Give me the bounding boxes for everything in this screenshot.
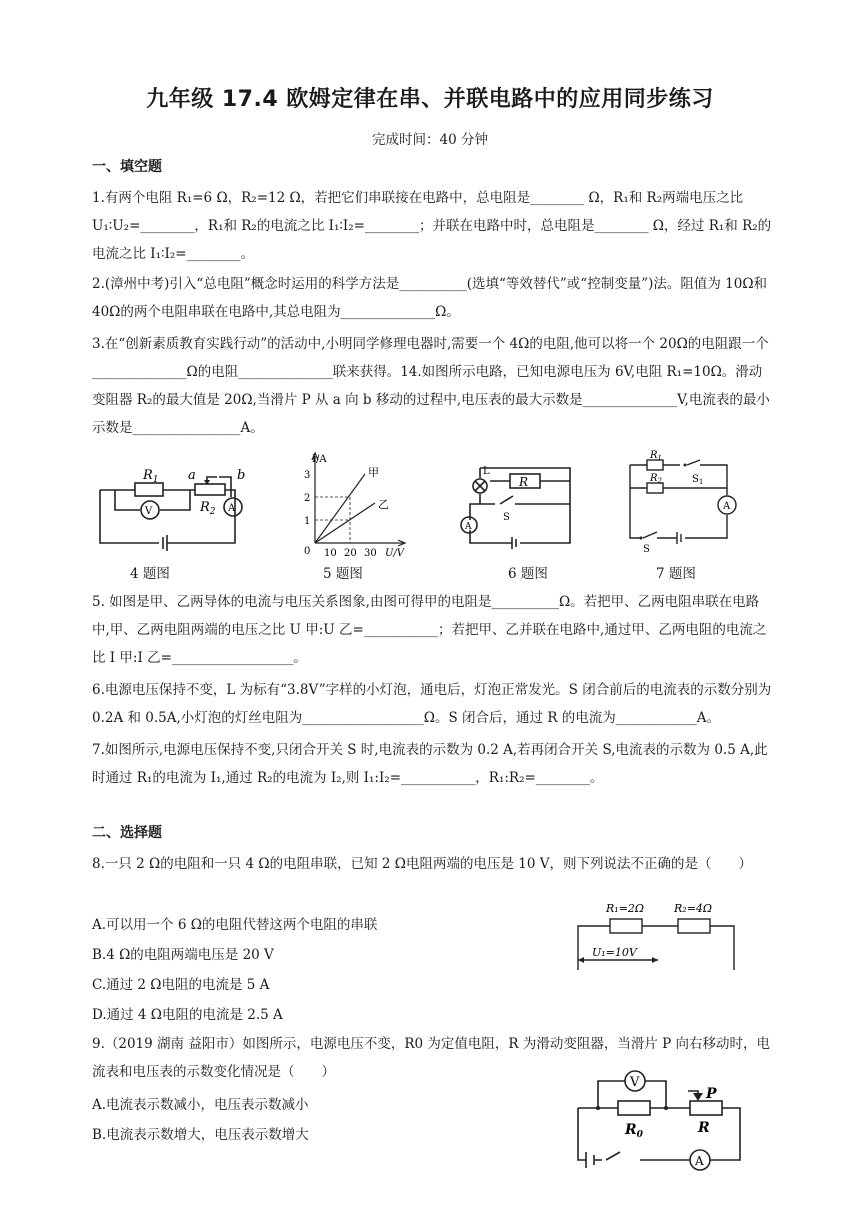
figure-6-caption: 6 题图: [508, 566, 548, 582]
question-2: 2.(漳州中考)引入“总电阻”概念时运用的科学方法是__________(选填“等效替代”或“控制变量”)法。阻值为 10Ω和 40Ω的两个电阻串联在电路中,其总电阻为______________Ω。: [92, 276, 768, 320]
figure-7-circuit: [615, 450, 745, 560]
question-8-option-c: C.通过 2 Ω电阻的电流是 5 A: [92, 977, 270, 993]
question-8-figure: [570, 898, 740, 974]
fig5-series-yi-label: 乙: [378, 498, 389, 511]
fig5-x-tick-30: 30: [364, 548, 377, 558]
fig4-b-label: b: [237, 468, 246, 483]
section-fill-blank-title: 一、填空题: [92, 159, 162, 175]
question-3: 3.在“创新素质教育实践行动”的活动中,小明同学修理电器时,需要一个 4Ω的电阻,他可以将一个 20Ω的电阻跟一个______________Ω的电阻______________联来获得。14.如图所示电路，已知电源电压为 6V,电阻 R₁=10Ω。滑动变阻器 R₂的最大值是 20Ω,当滑片 P 从 a 向 b 移动的过程中,电压表的最大示数是______________V,电流表的最小示数是________________A。: [92, 336, 770, 436]
fig6-lamp-label: L: [483, 466, 490, 477]
fig4-voltmeter-label: V: [145, 506, 153, 517]
fig4-a-label: a: [188, 468, 196, 483]
fig7-r1-label: $R_1$: [650, 450, 662, 462]
fig6-ammeter-label: A: [465, 522, 472, 532]
fig5-y-tick-2: 2: [304, 493, 311, 504]
fig9-ammeter-label: A: [695, 1154, 704, 1168]
question-5: 5. 如图是甲、乙两导体的电流与电压关系图象,由图可得甲的电阻是__________Ω。若把甲、乙两电阻串联在电路中,甲、乙两电阻两端的电压之比 U 甲:U 乙=___________；若把甲、乙并联在电路中,通过甲、乙两电阻的电流之比 I 甲:I 乙=__________________。: [92, 594, 767, 666]
fig5-y-tick-3: 3: [304, 470, 311, 481]
fig7-s1-label: $S_1$: [692, 474, 704, 486]
question-8-option-b: B.4 Ω的电阻两端电压是 20 V: [92, 947, 274, 963]
figure-4-caption: 4 题图: [130, 566, 170, 582]
fig6-r-label: R: [519, 475, 529, 489]
fig5-y-tick-1: 1: [304, 516, 311, 527]
question-8-option-a: A.可以用一个 6 Ω的电阻代替这两个电阻的串联: [92, 917, 378, 933]
question-9-stem: 9.（2019 湖南 益阳市）如图所示，电源电压不变，R0 为定值电阻，R 为滑动变阻器，当滑片 P 向右移动时，电流表和电压表的示数变化情况是（ ）: [92, 1036, 770, 1080]
completion-time: 完成时间：40 分钟: [372, 132, 488, 148]
fig4-r2-label: $R_2$: [200, 500, 216, 517]
section-choice-title: 二、选择题: [92, 825, 162, 841]
figure-7-caption: 7 题图: [656, 566, 696, 582]
question-8-option-d: D.通过 4 Ω电阻的电流是 2.5 A: [92, 1007, 283, 1023]
fig7-s-label: S: [643, 544, 650, 555]
figure-5-graph: [290, 448, 410, 558]
fig9-r-label: R: [698, 1120, 710, 1136]
question-1: 1.有两个电阻 R₁=6 Ω，R₂=12 Ω，若把它们串联接在电路中，总电阻是________ Ω，R₁和 R₂两端电压之比 U₁∶U₂=________，R₁和 R₂的电流之比 I₁∶I₂=________；并联在电路中时，总电阻是________ Ω，经过 R₁和 R₂的电流之比 I₁∶I₂=________。: [92, 190, 772, 262]
fig7-r2-label: $R_2$: [650, 473, 662, 485]
figure-6-circuit: [455, 458, 585, 553]
question-7: 7.如图所示,电源电压保持不变,只闭合开关 S 时,电流表的示数为 0.2 A,若再闭合开关 S,电流表的示数为 0.5 A,此时通过 R₁的电流为 I₁,通过 R₂的电流为 I₂,则 I₁:I₂=___________，R₁:R₂=________。: [92, 742, 768, 786]
fig7-ammeter-label: A: [723, 501, 731, 512]
question-9-figure: [570, 1068, 745, 1176]
fig5-series-jia-label: 甲: [368, 466, 379, 479]
question-8-stem: 8.一只 2 Ω的电阻和一只 4 Ω的电阻串联，已知 2 Ω电阻两端的电压是 10 V，则下列说法不正确的是（ ）: [92, 856, 752, 872]
fig8-r2-label: R₂=4Ω: [674, 902, 713, 915]
page-title: 九年级 17.4 欧姆定律在串、并联电路中的应用同步练习: [146, 87, 714, 112]
fig8-r1-label: R₁=2Ω: [606, 902, 645, 915]
fig4-ammeter-label: A: [228, 503, 236, 514]
fig5-x-tick-0: 0: [304, 546, 311, 557]
figure-5-caption: 5 题图: [323, 566, 363, 582]
fig9-slider-p-label: P: [706, 1086, 717, 1102]
fig5-x-tick-10: 10: [324, 548, 337, 558]
fig8-u1-label: U₁=10V: [592, 946, 637, 959]
question-9-option-a: A.电流表示数减小，电压表示数减小: [92, 1097, 309, 1113]
fig9-r0-label: $R_0$: [625, 1122, 643, 1140]
question-9-option-b: B.电流表示数增大，电压表示数增大: [92, 1127, 309, 1143]
fig9-voltmeter-label: V: [630, 1075, 640, 1090]
fig5-x-tick-20: 20: [344, 548, 357, 558]
fig4-r1-label: $R_1$: [143, 468, 159, 485]
question-6: 6.电源电压保持不变，L 为标有“3.8V”字样的小灯泡，通电后，灯泡正常发光。S 闭合前后的电流表的示数分别为 0.2A 和 0.5A,小灯泡的灯丝电阻为__________________Ω。S 闭合后，通过 R 的电流为____________A。: [92, 682, 772, 726]
fig5-x-axis-label: U/V: [385, 548, 405, 558]
fig5-y-axis-label: I/A: [312, 454, 327, 465]
figure-4-circuit: [95, 465, 255, 555]
fig6-switch-label: S: [503, 512, 510, 523]
